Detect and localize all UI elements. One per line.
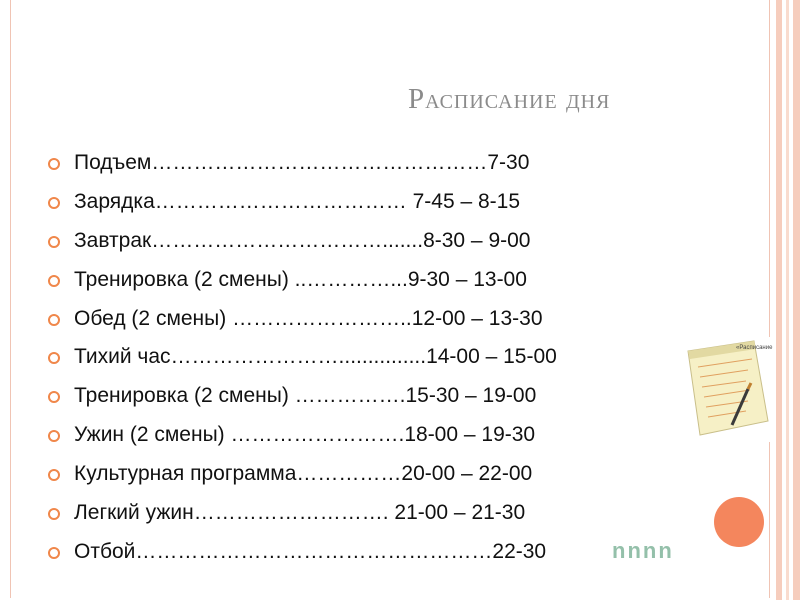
- list-item: [46, 183, 557, 222]
- bullet-circle-icon: [48, 236, 60, 248]
- bullet-circle-icon: [48, 352, 60, 364]
- schedule-text: Подъем…………………………………………7-30: [74, 151, 530, 174]
- bullet-circle-icon: [48, 430, 60, 442]
- decor-stripe: [776, 0, 782, 600]
- schedule-text: Зарядка……………………………… 7-45 – 8-15: [74, 189, 521, 213]
- schedule-text: Легкий ужин………………………. 21-00 – 21-30: [74, 501, 526, 525]
- bullet-circle-icon: [48, 391, 60, 403]
- schedule-text: Обед (2 смены) ……………………..12-00 – 13-30: [74, 306, 543, 330]
- bullet-circle-icon: [48, 197, 60, 209]
- bullet-circle-icon: [48, 158, 60, 170]
- list-item: [46, 261, 557, 300]
- schedule-text: Ужин (2 смены) …………………….18-00 – 19-30: [74, 423, 536, 447]
- notepad-icon: [676, 337, 776, 442]
- notepad-with-pen-image: [676, 337, 776, 442]
- page-title: Расписание дня: [408, 83, 611, 115]
- bullet-circle-icon: [48, 469, 60, 481]
- bullet-circle-icon: [48, 275, 60, 287]
- list-item: [46, 494, 557, 533]
- list-item: [46, 455, 557, 494]
- bullet-circle-icon: [48, 508, 60, 520]
- list-item: [46, 144, 557, 183]
- notepad-caption: «Расписание: [736, 345, 773, 351]
- decor-stripe: [786, 0, 789, 600]
- bullet-circle-icon: [48, 314, 60, 326]
- schedule-text: Тренировка (2 смены) …………….15-30 – 19-00: [74, 384, 537, 408]
- bullet-circle-icon: [48, 547, 60, 559]
- schedule-text: Культурная программа……………20-00 – 22-00: [74, 462, 533, 486]
- schedule-text: Тихий час……………………...............14-00 – 15-00: [74, 345, 557, 369]
- list-item: [46, 416, 557, 455]
- watermark-logo: nnnn: [612, 538, 674, 563]
- schedule-text: Тренировка (2 смены) ..…………...9-30 – 13-00: [74, 267, 527, 291]
- list-item: [46, 533, 557, 572]
- list-item: [46, 222, 557, 261]
- schedule-list: [46, 144, 557, 572]
- list-item: [46, 300, 557, 339]
- schedule-text: Отбой……………………………………………22-30: [74, 539, 547, 563]
- list-item: [46, 338, 557, 377]
- schedule-text: Завтрак…………………………….......8-30 – 9-00: [74, 228, 531, 252]
- decor-stripe: [793, 0, 800, 600]
- list-item: [46, 377, 557, 416]
- orange-circle-decoration: [714, 497, 764, 547]
